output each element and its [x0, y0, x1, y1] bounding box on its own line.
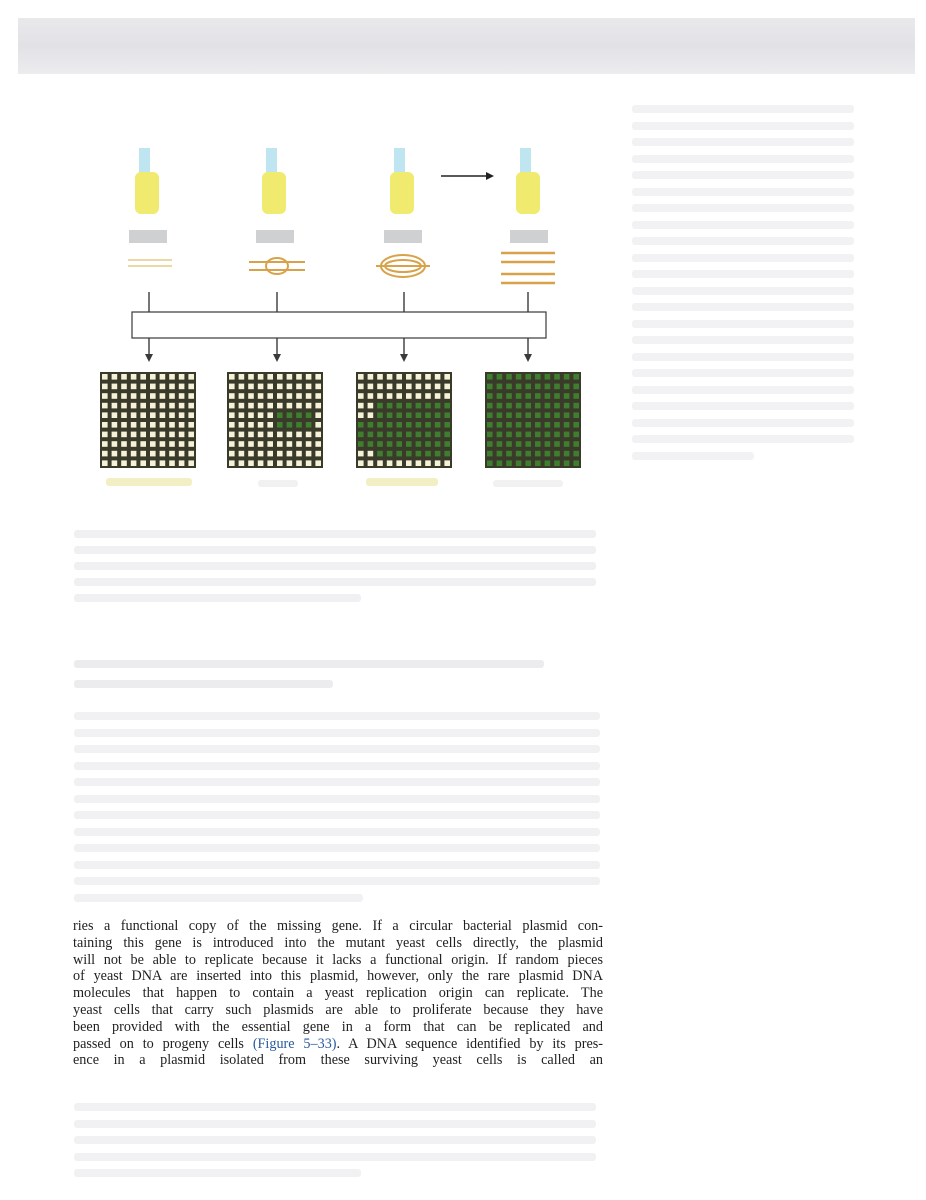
- faded-text-line: [74, 712, 600, 720]
- label-box-2: [256, 230, 294, 243]
- replication-plates: [100, 372, 581, 468]
- replicated-dna-icon: [501, 253, 555, 283]
- body-line: [73, 1036, 603, 1053]
- faded-text-line: [632, 402, 854, 410]
- faded-text-line: [632, 204, 854, 212]
- body-line: taining this gene is introduced into the mutant yeast cells directly, the plasmid: [73, 934, 603, 951]
- faded-text-line: [74, 1136, 596, 1144]
- faded-text-line: [74, 578, 596, 586]
- faded-text-line: [632, 105, 854, 113]
- faded-text-line: [74, 811, 600, 819]
- connector-lines-top: [149, 292, 528, 312]
- faded-caption-3: [366, 478, 438, 486]
- dna-glyph-1: [128, 260, 172, 266]
- faded-text-line: [632, 237, 854, 245]
- test-tube-2: [262, 148, 286, 214]
- faded-text-line: [632, 254, 854, 262]
- faded-text-line: [632, 386, 854, 394]
- faded-text-line: [74, 660, 544, 668]
- body-text-span: passed on to progeny cells: [73, 1035, 253, 1052]
- faded-text-line: [632, 221, 854, 229]
- faded-caption-1: [106, 478, 192, 486]
- faded-text-line: [74, 530, 596, 538]
- faded-text-line: [74, 894, 363, 902]
- faded-text-line: [74, 762, 600, 770]
- faded-text-line: [74, 546, 596, 554]
- replication-bubble-large-icon: [376, 255, 430, 277]
- replication-plate: [356, 372, 452, 468]
- faded-text-line: [74, 562, 596, 570]
- body-line: ries a functional copy of the missing gene. If a circular bacterial plasmid con-: [73, 918, 603, 934]
- body-line: of yeast DNA are inserted into this plasmid, however, only the rare plasmid DNA: [73, 968, 603, 985]
- faded-text-line: [632, 287, 854, 295]
- faded-text-line: [632, 155, 854, 163]
- connector-arrows-bottom: [145, 338, 532, 362]
- faded-text-line: [74, 778, 600, 786]
- body-line: been provided with the essential gene in a form that can be replicated and: [73, 1018, 603, 1035]
- faded-text-line: [74, 828, 600, 836]
- faded-text-line: [632, 171, 854, 179]
- faded-text-line: [74, 844, 600, 852]
- label-box-3: [384, 230, 422, 243]
- label-box-4: [510, 230, 548, 243]
- faded-text-line: [632, 138, 854, 146]
- faded-text-line: [632, 270, 854, 278]
- body-text-span: . A DNA sequence identified by its pres-: [336, 1035, 603, 1052]
- body-paragraph: [73, 918, 603, 1069]
- faded-text-line: [632, 320, 854, 328]
- faded-text-line: [74, 795, 600, 803]
- faded-text-line: [632, 419, 854, 427]
- faded-text-line: [632, 452, 754, 460]
- faded-text-line: [74, 745, 600, 753]
- faded-text-line: [632, 188, 854, 196]
- test-tube-4: [516, 148, 540, 214]
- replication-plate: [100, 372, 196, 468]
- faded-text-line: [632, 336, 854, 344]
- faded-text-line: [74, 877, 600, 885]
- body-line: will not be able to replicate because it lacks a functional origin. If random pieces: [73, 951, 603, 968]
- faded-caption-4: [493, 480, 563, 487]
- faded-text-line: [632, 435, 854, 443]
- label-box-1: [129, 230, 167, 243]
- faded-text-line: [74, 1120, 596, 1128]
- faded-text-line: [632, 353, 854, 361]
- faded-text-line: [74, 594, 361, 602]
- faded-caption-2: [258, 480, 298, 487]
- body-line: yeast cells that carry such plasmids are able to proliferate because they have: [73, 1001, 603, 1018]
- faded-text-line: [74, 1169, 361, 1177]
- replication-plate: [485, 372, 581, 468]
- faded-text-line: [74, 1103, 596, 1111]
- test-tube-1: [135, 148, 159, 214]
- progression-arrow: [441, 172, 494, 180]
- faded-text-line: [632, 369, 854, 377]
- process-box: [132, 312, 546, 338]
- replication-plate: [227, 372, 323, 468]
- body-line: ence in a plasmid isolated from these surviving yeast cells is called an: [73, 1052, 603, 1069]
- figure-reference-link[interactable]: (Figure 5–33): [252, 1035, 337, 1052]
- replication-bubble-small-icon: [249, 258, 305, 274]
- faded-text-line: [74, 680, 333, 688]
- faded-text-line: [74, 1153, 596, 1161]
- test-tube-3: [390, 148, 414, 214]
- body-line: molecules that happen to contain a yeast replication origin can replicate. The: [73, 985, 603, 1002]
- faded-text-line: [74, 861, 600, 869]
- faded-text-line: [632, 122, 854, 130]
- faded-text-line: [632, 303, 854, 311]
- faded-text-line: [74, 729, 600, 737]
